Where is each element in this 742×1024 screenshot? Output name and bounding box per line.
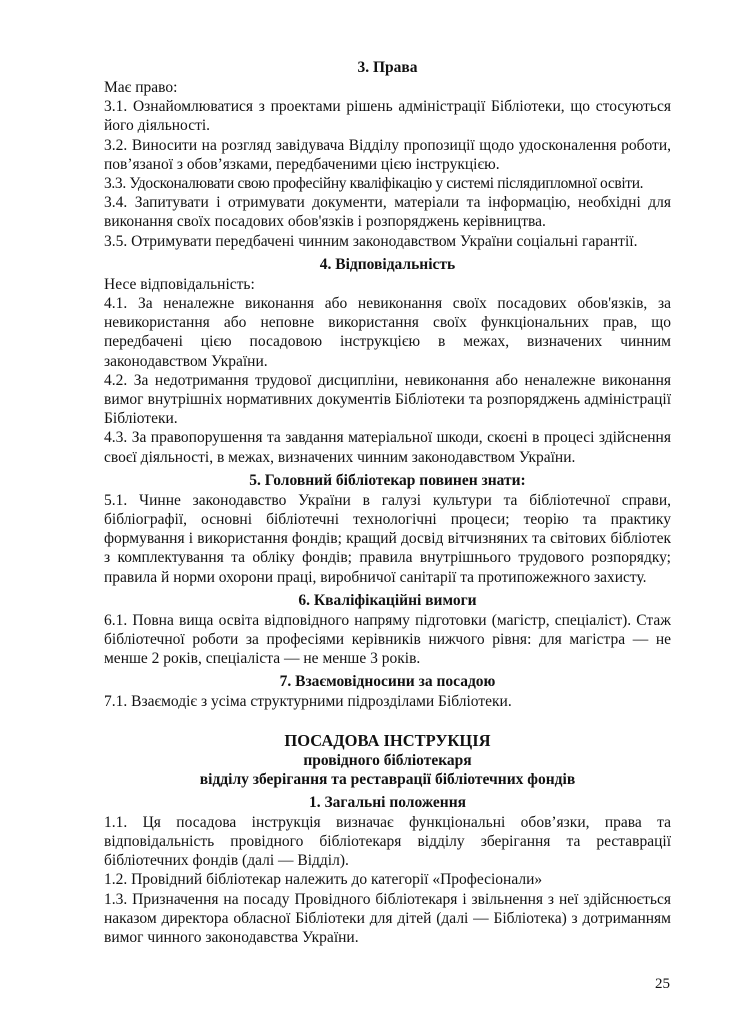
responsibility-item-4-1: 4.1. За неналежне виконання або невиконання своїх посадових обов'язків, за невикористання або неповне використання своїх функціональних прав, що передбачені цією посадовою інструкцією в межах, визначених чинним законодавством України. (104, 295, 671, 370)
instruction-title: ПОСАДОВА ІНСТРУКЦІЯ (284, 730, 491, 750)
qualification-item-6-1: 6.1. Повна вища освіта відповідного напряму підготовки (магістр, спеціаліст). Стаж бібліотечної роботи за професіями керівників нижчого рівня: для магістра — не менше 2 років, спеціаліста — не менше 3 років. (104, 611, 671, 668)
section-responsibility-intro: Несе відповідальність: (104, 275, 255, 293)
section-qualification-title: 6. Кваліфікаційні вимоги (298, 591, 477, 609)
relations-item-7-1: 7.1. Взаємодіє з усіма структурними підрозділами Бібліотеки. (104, 693, 512, 711)
rights-item-3-4: 3.4. Запитувати і отримувати документи, матеріали та інформацію, необхідні для виконання своїх посадових обов'язків і розпоряджень керівництва. (104, 194, 671, 231)
knowledge-item-5-1: 5.1. Чинне законодавство України в галузі культури та бібліотечної справи, бібліографії, основні бібліотечні технологічні процеси; теорію та практику формування і використання фондів; кращий досвід вітчизняних та світових бібліотек з комплектування та обліку фондів; правила внутрішнього трудового розпорядку; правила й норми охорони праці, виробничої санітарії та протипожежного захисту. (104, 491, 671, 586)
rights-item-3-1: 3.1. Ознайомлюватися з проектами рішень адміністрації Бібліотеки, що стосуються його діяльності. (104, 98, 671, 135)
section-knowledge-title: 5. Головний бібліотекар повинен знати: (249, 471, 526, 489)
general-item-1-3: 1.3. Призначення на посаду Провідного бібліотекаря і звільнення з неї здійснюється наказом директора обласної Бібліотеки для дітей (далі — Бібліотека) з дотриманням вимог чинного законодавства України. (104, 890, 671, 946)
section-general-title: 1. Загальні положення (308, 793, 467, 811)
responsibility-item-4-3: 4.3. За правопорушення та завдання матеріальної шкоди, скоєні в процесі здійснення своєї діяльності, в межах, визначених чинним законодавством України. (104, 429, 671, 466)
instruction-subtitle-department: відділу зберігання та реставрації бібліотечних фондів (199, 770, 576, 788)
general-item-1-1: 1.1. Ця посадова інструкція визначає функціональні обов’язки, права та відповідальність провідного бібліотекаря відділу зберігання та реставрації бібліотечних фондів (далі — Відділ). (104, 813, 671, 870)
section-responsibility-title: 4. Відповідальність (319, 255, 456, 273)
responsibility-item-4-2: 4.2. За недотримання трудової дисципліни, невиконання або неналежне виконання вимог внутрішніх нормативних документів Бібліотеки та розпоряджень адміністрації Бібліотеки. (104, 371, 671, 428)
section-relations-title: 7. Взаємовідносини за посадою (279, 673, 496, 691)
rights-item-3-5: 3.5. Отримувати передбачені чинним законодавством України соціальні гарантії. (104, 232, 638, 250)
page-number: 25 (655, 976, 670, 992)
section-rights-intro: Має право: (104, 79, 178, 96)
rights-item-3-2: 3.2. Виносити на розгляд завідувача Відділу пропозиції щодо удосконалення роботи, пов’язаної з обов’язками, передбаченими цією інструкцією. (104, 136, 671, 173)
instruction-subtitle-position: провідного бібліотекаря (303, 751, 472, 769)
section-rights-title: 3. Права (357, 59, 418, 76)
general-item-1-2: 1.2. Провідний бібліотекар належить до категорії «Професіонали» (104, 871, 543, 889)
document-page (104, 58, 671, 947)
rights-item-3-3: 3.3. Удосконалювати свою професійну кваліфікацію у системі післядипломної освіти. (104, 175, 644, 193)
